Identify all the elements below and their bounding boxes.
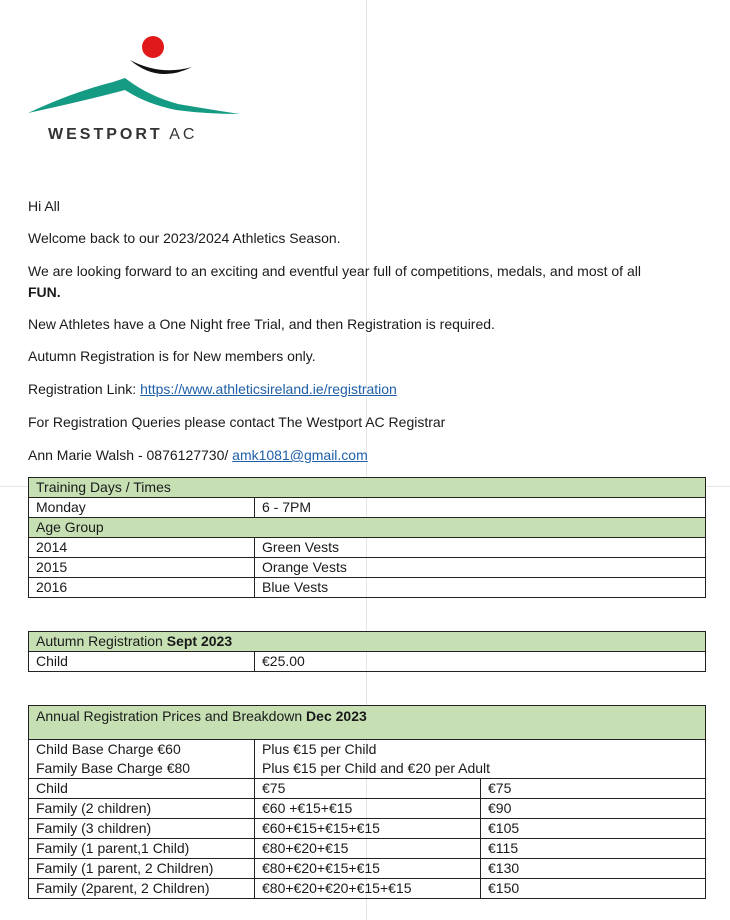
table-row [29,498,706,518]
vest-color: Orange Vests [255,558,706,578]
price-type: Family (1 parent, 2 Children) [29,859,255,879]
autumn-header-label: Autumn Registration [36,633,167,649]
forward-text: We are looking forward to an exciting and eventful year full of competitions, medals, and most of all [28,263,641,279]
annual-header-label: Annual Registration Prices and Breakdown [36,708,307,724]
vest-color: Blue Vests [255,578,706,598]
training-header: Training Days / Times [29,478,706,498]
age-group-header: Age Group [29,518,706,538]
training-day: Monday [29,498,255,518]
training-time: 6 - 7PM [255,498,706,518]
price-total: €115 [481,839,706,859]
table-row [29,779,706,799]
club-logo-text [48,126,197,144]
training-header-row [29,478,706,498]
price-type: Family (3 children) [29,819,255,839]
base-charges [29,740,255,779]
autumn-header-row [29,632,706,652]
autumn-label: Child [29,652,255,672]
annual-registration-table [28,705,706,899]
table-row [29,799,706,819]
price-type: Child [29,779,255,799]
age-year: 2015 [29,558,255,578]
contact-line [28,445,368,465]
price-total: €150 [481,879,706,899]
queries-text: For Registration Queries please contact The Westport AC Registrar [28,414,446,430]
autumn-price: €25.00 [255,652,706,672]
price-total: €75 [481,779,706,799]
annual-header-row [29,706,706,740]
table-row [29,538,706,558]
price-total: €90 [481,799,706,819]
price-total: €130 [481,859,706,879]
autumn-header [29,632,706,652]
price-calc: €80+€20+€15 [255,839,481,859]
base-charge-row [29,740,706,779]
registration-link[interactable]: https://www.athleticsireland.ie/registration [140,381,397,397]
price-type: Family (2 children) [29,799,255,819]
vest-color: Green Vests [255,538,706,558]
base-family: Family Base Charge €80 [36,760,191,776]
table-row [29,859,706,879]
plus-charges [255,740,706,779]
annual-header-date: Dec 2023 [306,708,367,724]
fun-text: FUN. [28,284,61,300]
price-type: Family (2parent, 2 Children) [29,879,255,899]
autumn-registration-table [28,631,706,672]
autumn-text: Autumn Registration is for New members only. [28,348,316,364]
table-row [29,578,706,598]
welcome-text: Welcome back to our 2023/2024 Athletics Season. [28,230,341,246]
age-group-header-row [29,518,706,538]
age-year: 2016 [29,578,255,598]
price-calc: €60+€15+€15+€15 [255,819,481,839]
trial-text: New Athletes have a One Night free Trial, and then Registration is required. [28,316,495,332]
contact-name: Ann Marie Walsh - 0876127730/ [28,447,233,463]
registration-link-line [28,379,397,399]
table-row [29,652,706,672]
plus-child: Plus €15 per Child [262,741,377,757]
logo-name-bold: WESTPORT [48,126,163,143]
contact-email-link[interactable]: amk1081@gmail.com [232,447,368,463]
table-row [29,558,706,578]
training-table [28,477,706,598]
base-child: Child Base Charge €60 [36,741,181,757]
table-row [29,819,706,839]
autumn-header-date: Sept 2023 [166,633,233,649]
price-calc: €75 [255,779,481,799]
price-calc: €80+€20+€15+€15 [255,859,481,879]
registration-link-label: Registration Link: [28,381,141,397]
age-year: 2014 [29,538,255,558]
price-total: €105 [481,819,706,839]
logo-name-light: AC [169,126,198,143]
annual-header [29,706,706,740]
table-row [29,879,706,899]
table-row [29,839,706,859]
price-calc: €80+€20+€20+€15+€15 [255,879,481,899]
price-type: Family (1 parent,1 Child) [29,839,255,859]
plus-family: Plus €15 per Child and €20 per Adult [262,760,491,776]
price-calc: €60 +€15+€15 [255,799,481,819]
greeting: Hi All [28,198,60,214]
